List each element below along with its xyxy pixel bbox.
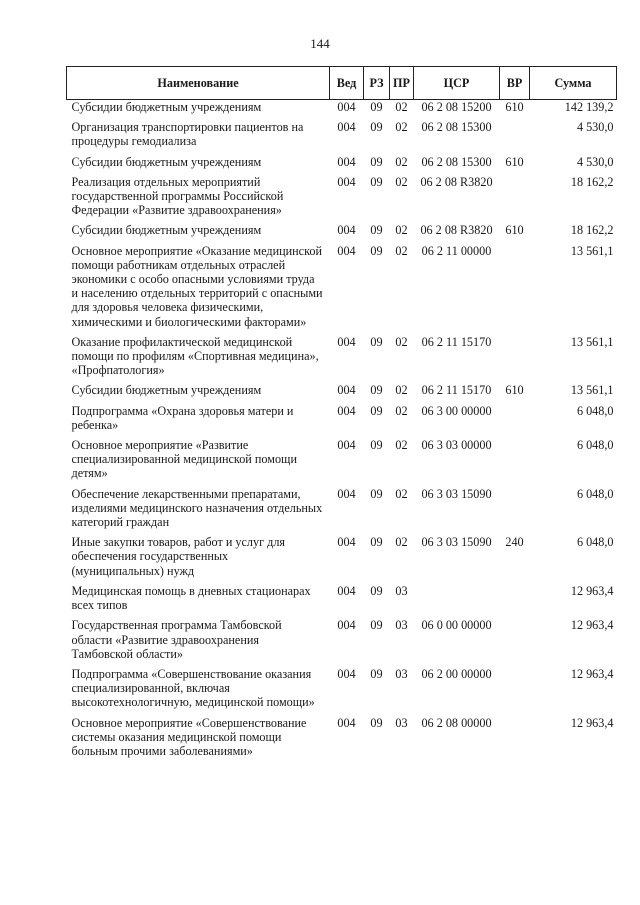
row-name: Медицинская помощь в дневных стационарах всех типов [71,583,311,613]
row-name: Оказание профилактической медицинской помощи по профилям «Спортивная медицина», «Профпатология» [71,334,319,378]
row-pr: 02 [395,486,408,501]
row-ved: 004 [337,223,356,238]
row-pr: 02 [395,100,408,114]
row-vr [500,618,530,661]
row-name: Основное мероприятие «Развитие специализированной медицинской помощи детям» [71,438,297,481]
table-row [67,535,617,578]
row-rz: 09 [370,100,383,114]
row-name: Обеспечение лекарственными препаратами, изделиями медицинского назначения отдельных категорий граждан [71,486,323,530]
row-vr: 240 [505,535,524,550]
row-sum: 13 561,1 [570,383,614,398]
row-pr: 02 [395,174,408,189]
row-name: Субсидии бюджетным учреждениям [71,383,262,398]
row-ved: 004 [337,403,356,418]
row-rz: 09 [370,223,383,238]
row-csr: 06 2 08 R3820 [420,174,493,189]
table-row [67,404,617,432]
row-sum: 12 963,4 [570,715,614,730]
header-ved: Вед [330,67,364,100]
row-ved: 004 [337,618,356,633]
row-name: Субсидии бюджетным учреждениям [71,223,262,238]
row-csr: 06 3 03 00000 [421,438,492,453]
header-sum: Сумма [530,67,617,100]
row-name: Подпрограмма «Охрана здоровья матери и ребенка» [71,403,294,432]
row-csr [414,584,500,612]
table-row [67,487,617,530]
row-pr: 02 [395,223,408,238]
row-pr: 02 [395,535,408,550]
row-vr [500,120,530,148]
row-rz: 09 [370,715,383,730]
row-ved: 004 [337,666,356,681]
table-row [67,175,617,218]
row-pr: 02 [395,334,408,349]
row-ved: 004 [337,715,356,730]
header-name: Наименование [67,67,330,100]
table-row [67,667,617,710]
row-csr: 06 2 11 15170 [421,383,492,398]
row-sum: 4 530,0 [576,154,614,169]
row-csr: 06 2 08 15300 [421,120,492,135]
header-vr: ВР [500,67,530,100]
row-name: Иные закупки товаров, работ и услуг для обеспечения государственных (муниципальных) нужд [71,535,286,578]
row-ved: 004 [337,383,356,398]
row-ved: 004 [337,583,356,598]
row-sum: 4 530,0 [576,120,614,135]
table-row [67,223,617,237]
row-vr [500,335,530,378]
row-vr: 610 [505,383,524,398]
table-row [67,716,617,759]
row-pr: 02 [395,154,408,169]
row-vr: 610 [505,154,524,169]
row-vr: 610 [505,223,524,238]
row-pr: 03 [395,583,408,598]
row-ved: 004 [337,334,356,349]
row-sum: 13 561,1 [570,243,614,258]
row-vr [500,244,530,329]
row-ved: 004 [337,174,356,189]
row-csr: 06 2 11 00000 [421,243,492,258]
row-sum: 13 561,1 [570,334,614,349]
row-sum: 6 048,0 [576,486,614,501]
row-ved: 004 [337,100,356,114]
row-pr: 02 [395,438,408,453]
row-sum: 12 963,4 [570,583,614,598]
row-rz: 09 [370,486,383,501]
row-sum: 12 963,4 [570,666,614,681]
page-number: 144 [310,36,330,51]
row-rz: 09 [370,383,383,398]
table-row [67,244,617,329]
row-ved: 004 [337,154,356,169]
row-csr: 06 2 08 00000 [421,715,492,730]
row-pr: 03 [395,666,408,681]
row-rz: 09 [370,535,383,550]
row-rz: 09 [370,334,383,349]
row-name: Основное мероприятие «Совершенствование системы оказания медицинской помощи больным прочими заболеваниями» [71,715,307,758]
row-vr [500,175,530,218]
row-vr [500,487,530,530]
row-sum: 6 048,0 [576,535,614,550]
table-header-row [67,67,617,100]
row-rz: 09 [370,438,383,453]
table-row [67,335,617,378]
row-ved: 004 [337,120,356,135]
row-rz: 09 [370,666,383,681]
row-rz: 09 [370,618,383,633]
row-rz: 09 [370,120,383,135]
table-row [67,438,617,481]
row-ved: 004 [337,243,356,258]
row-ved: 004 [337,438,356,453]
table-row [67,100,617,115]
row-ved: 004 [337,486,356,501]
row-sum: 142 139,2 [564,100,614,114]
table-row [67,584,617,612]
row-pr: 02 [395,383,408,398]
row-vr [500,404,530,432]
row-csr: 06 3 03 15090 [421,486,492,501]
row-csr: 06 3 00 00000 [421,403,492,418]
row-rz: 09 [370,154,383,169]
row-name: Государственная программа Тамбовской области «Развитие здравоохранения Тамбовской области» [71,618,282,661]
table-row [67,383,617,397]
row-sum: 12 963,4 [570,618,614,633]
budget-table [66,66,617,758]
row-vr: 610 [505,100,524,114]
header-rz: РЗ [364,67,390,100]
row-pr: 02 [395,120,408,135]
header-pr: ПР [390,67,414,100]
row-csr: 06 2 00 00000 [421,666,492,681]
row-sum: 18 162,2 [570,174,614,189]
row-name: Реализация отдельных мероприятий государственной программы Российской Федерации «Развитие здравоохранения» [71,174,284,218]
table-row [67,618,617,661]
row-rz: 09 [370,403,383,418]
table-row [67,155,617,169]
row-name: Подпрограмма «Совершенствование оказания специализированной, включая высокотехнологичную, медицинской помощи» [71,666,315,710]
row-pr: 02 [395,243,408,258]
row-vr [500,584,530,612]
row-vr [500,716,530,759]
row-rz: 09 [370,583,383,598]
row-sum: 18 162,2 [570,223,614,238]
row-csr: 06 0 00 00000 [421,618,492,633]
row-vr [500,438,530,481]
row-csr: 06 2 11 15170 [421,334,492,349]
row-ved: 004 [337,535,356,550]
row-csr: 06 3 03 15090 [421,535,492,550]
row-sum: 6 048,0 [576,438,614,453]
row-sum: 6 048,0 [576,403,614,418]
row-vr [500,667,530,710]
row-rz: 09 [370,243,383,258]
row-pr: 03 [395,715,408,730]
row-name: Основное мероприятие «Оказание медицинской помощи работникам отдельных отраслей экономики с особо опасными условиями труда и населению отдельных территорий с опасными для здоровья человека физическими, химическими и биологическими факторами» [71,243,323,329]
header-csr: ЦСР [414,67,500,100]
row-csr: 06 2 08 15300 [421,154,492,169]
row-rz: 09 [370,174,383,189]
row-name: Субсидии бюджетным учреждениям [71,100,262,114]
row-pr: 02 [395,403,408,418]
row-csr: 06 2 08 15200 [421,100,492,114]
table-row [67,120,617,148]
row-name: Организация транспортировки пациентов на процедуры гемодиализа [71,120,304,149]
row-name: Субсидии бюджетным учреждениям [71,154,262,169]
row-pr: 03 [395,618,408,633]
row-csr: 06 2 08 R3820 [420,223,493,238]
